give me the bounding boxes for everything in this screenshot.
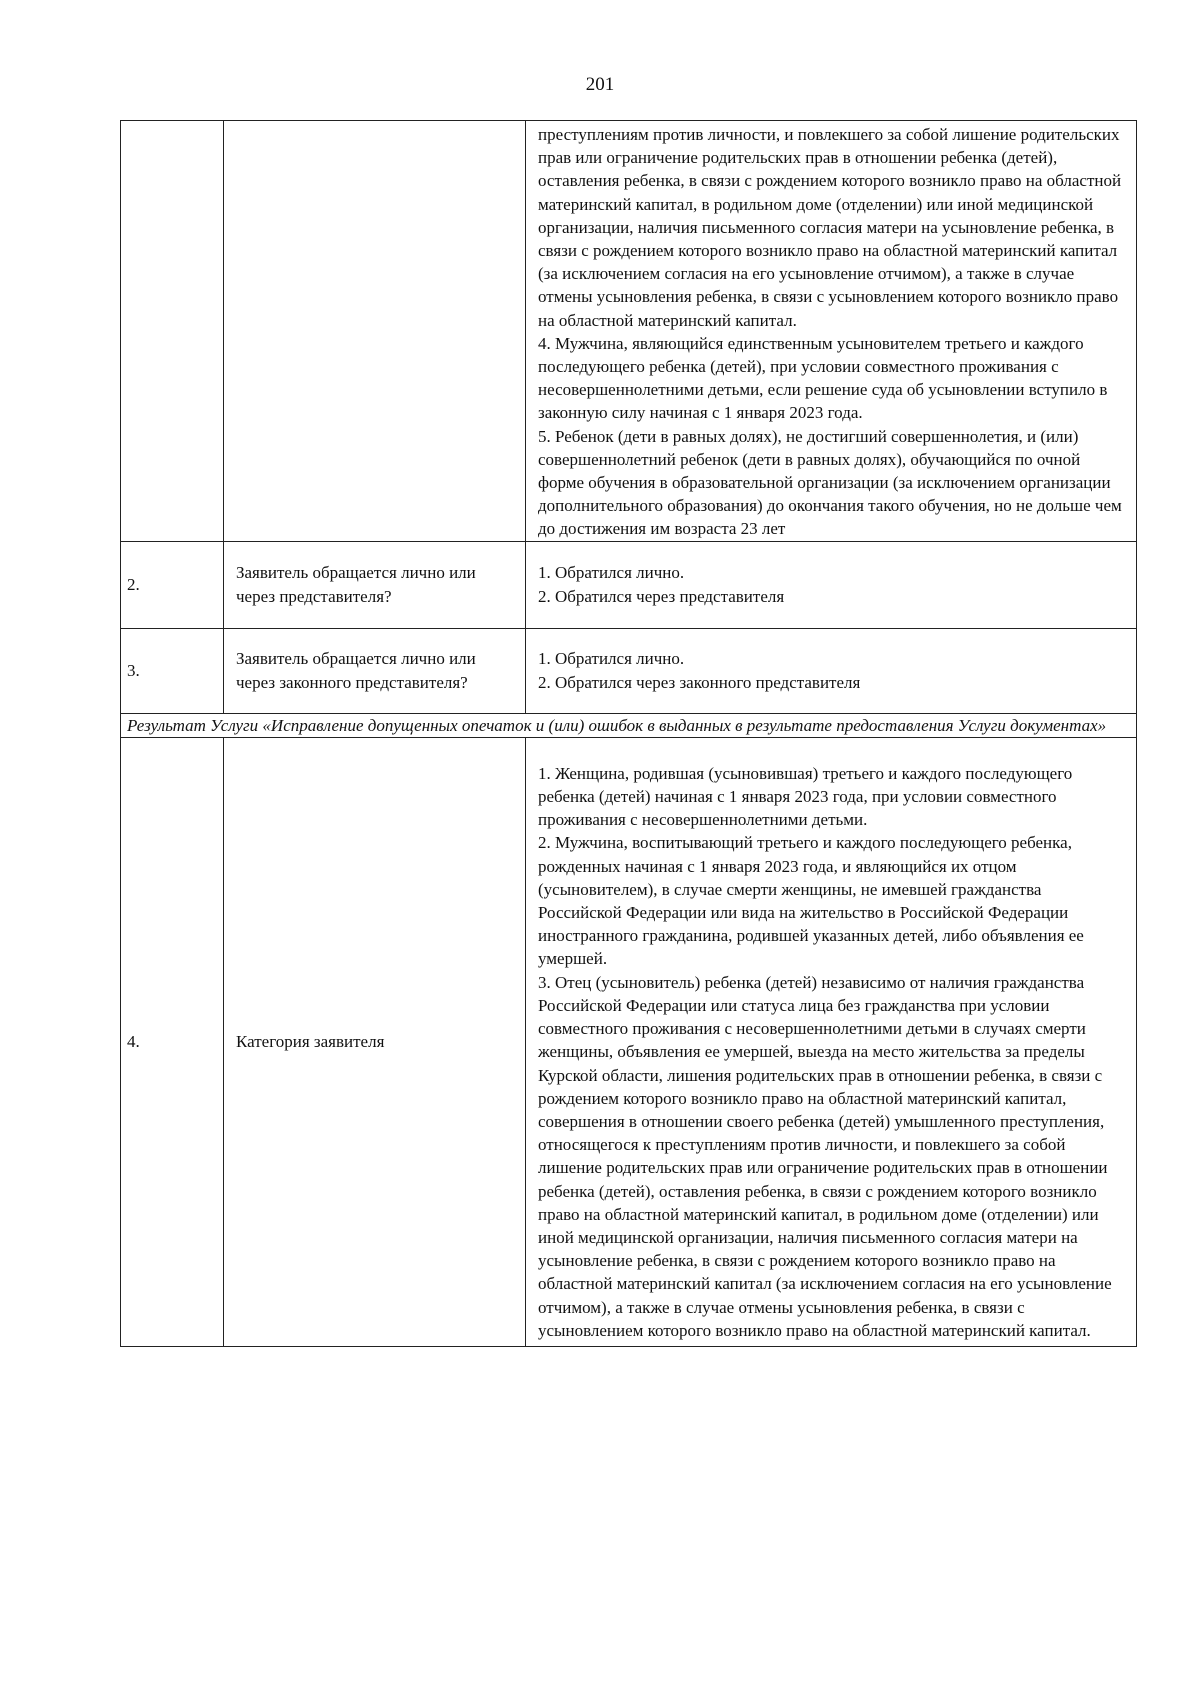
list-item: 3. Отец (усыновитель) ребенка (детей) независимо от наличия гражданства Российской Федерации или статуса лица без гражданства при условии совместного проживания с несовершеннолетними детьми в случаях смерти женщины, объявления ее умершей, выезда на место жительства за пределы Курской области, лишения родительских прав в отношении ребенка, в связи с рождением которого возникло право на областной материнский капитал, совершения в отношении своего ребенка (детей) умышленного преступления, относящегося к преступлениям против личности, и повлекшего за собой лишение родительских прав или ограничение родительских прав в отношении ребенка (детей), оставления ребенка, в связи с рождением которого возникло право на областной материнский капитал, в родильном доме (отделении) или иной медицинской организации, наличия письменного согласия матери на усыновление ребенка, в связи с рождением которого возникло право на областной материнский капитал (за исключением согласия на его усыновление отчимом), а также в случае отмены усыновления ребенка, в связи с усыновлением которого возникло право на областной материнский капитал. — [538, 972, 1112, 1340]
decision-table — [120, 120, 1137, 1347]
answer-cell — [526, 121, 1137, 542]
answer-cell — [526, 541, 1137, 628]
list-item: преступлениям против личности, и повлекшего за собой лишение родительских прав или ограничение родительских прав в отношении ребенка (детей), оставления ребенка, в связи с рождением которого возникло право на областной материнский капитал, в родильном доме (отделении) или иной медицинской организации, наличия письменного согласия матери на усыновление ребенка, в связи с рождением которого возникло право на областной материнский капитал (за исключением согласия на его усыновление отчимом), а также в случае отмены усыновления ребенка, в связи с усыновлением которого возникло право на областной материнский капитал. — [538, 125, 1122, 330]
answer-option: 2. Обратился через представителя — [538, 586, 785, 606]
list-item: 2. Мужчина, воспитывающий третьего и каждого последующего ребенка, рожденных начиная с 1 января 2023 года, и являющийся их отцом (усыновителем), в случае смерти женщины, не имевшей гражданства Российской Федерации или вида на жительство в Российской Федерации иностранного гражданина, родившей указанных детей, либо объявления ее умершей. — [538, 833, 1084, 969]
answer-cell — [526, 628, 1137, 713]
row-number: 4. — [121, 737, 224, 1346]
result-section-row — [121, 713, 1137, 737]
question-cell — [224, 121, 526, 542]
table-row — [121, 737, 1137, 1346]
answer-cell — [526, 737, 1137, 1346]
answer-option: 1. Обратился лично. — [538, 563, 685, 583]
page-number: 201 — [585, 74, 615, 95]
answer-option: 1. Обратился лично. — [538, 649, 685, 669]
question-text: Заявитель обращается лично или через законного представителя? — [224, 628, 526, 713]
answer-option: 2. Обратился через законного представителя — [538, 672, 861, 692]
result-heading: Результат Услуги «Исправление допущенных опечаток и (или) ошибок в выданных в результате предоставления Услуги документах» — [121, 713, 1137, 737]
row-number-cell — [121, 121, 224, 542]
table-row-continued — [121, 121, 1137, 542]
table-row — [121, 541, 1137, 628]
list-item: 1. Женщина, родившая (усыновившая) третьего и каждого последующего ребенка (детей) начиная с 1 января 2023 года, при условии совместного проживания с несовершеннолетними детьми. — [538, 763, 1073, 830]
table-row — [121, 628, 1137, 713]
list-item: 4. Мужчина, являющийся единственным усыновителем третьего и каждого последующего ребенка (детей), при условии совместного проживания с несовершеннолетними детьми, если решение суда об усыновлении вступило в законную силу начиная с 1 января 2023 года. — [538, 333, 1108, 423]
question-text: Категория заявителя — [224, 737, 526, 1346]
row-number: 2. — [121, 541, 224, 628]
list-item: 5. Ребенок (дети в равных долях), не достигший совершеннолетия, и (или) совершеннолетний ребенок (дети в равных долях), обучающийся по очной форме обучения в образовательной организации (за исключением организации дополнительного образования) до окончания такого обучения, но не дольше чем до достижения им возраста 23 лет — [538, 426, 1122, 539]
question-text: Заявитель обращается лично или через представителя? — [224, 541, 526, 628]
row-number: 3. — [121, 628, 224, 713]
